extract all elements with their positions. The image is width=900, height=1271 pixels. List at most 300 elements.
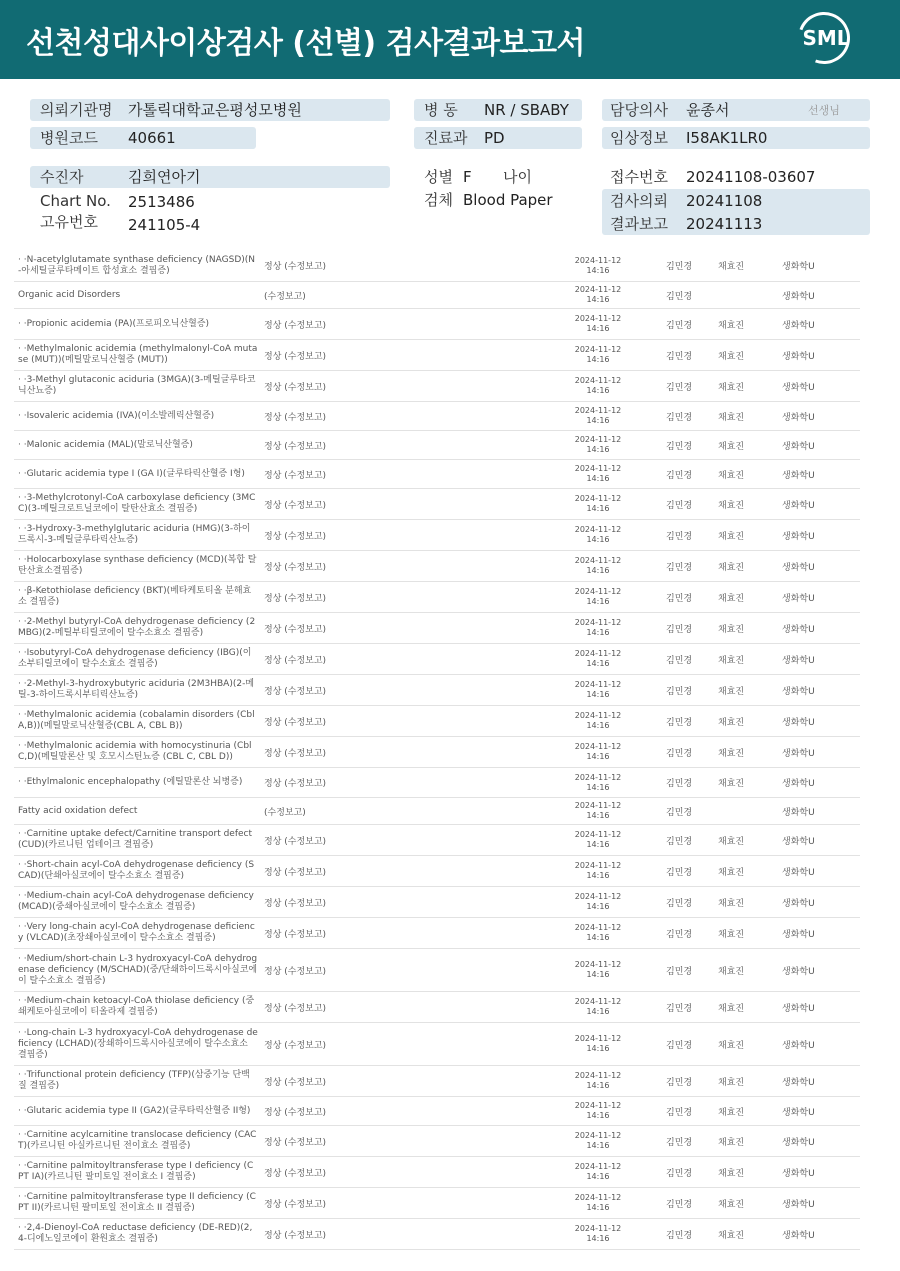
table-row (14, 825, 860, 856)
table-row (14, 1188, 860, 1219)
test-name: · ·Glutaric acidemia type I (GA I)(글루타릭산혈증 I형) (18, 468, 245, 479)
receipt-label: 접수번호 (610, 168, 668, 186)
result: 정상 (수정보고) (264, 470, 327, 481)
verifier-2: 채효진 (718, 624, 745, 635)
department: 생화학U (782, 1137, 815, 1148)
test-name: · ·2,4-Dienoyl-CoA reductase deficiency (DE-RED)(2,4-디에노일코에이 환원효소 결핍증) (18, 1223, 253, 1244)
verifier-1: 김민경 (666, 593, 693, 604)
table-row (14, 371, 860, 402)
result: 정상 (수정보고) (264, 500, 327, 511)
chart-no-value: 2513486 (128, 193, 195, 211)
department: 생화학U (782, 624, 815, 635)
result: 정상 (수정보고) (264, 320, 327, 331)
test-name: · ·Trifunctional protein deficiency (TFP)(삼중기능 단백질 결핍증) (18, 1070, 250, 1091)
sml-logo (798, 12, 854, 68)
result: 정상 (수정보고) (264, 441, 327, 452)
verifier-2: 채효진 (718, 1107, 745, 1118)
department: 생화학U (782, 867, 815, 878)
table-row (14, 340, 860, 371)
verifier-2: 채효진 (718, 470, 745, 481)
report-datetime (570, 949, 626, 991)
report-time: 14:16 (586, 1044, 610, 1053)
report-date: 2024-11-12 (574, 997, 622, 1006)
department: 생화학U (782, 1168, 815, 1179)
test-name: · ·β-Ketothiolase deficiency (BKT)(베타케토티올 분해효소 결핍증) (18, 586, 252, 607)
department: 생화학U (782, 470, 815, 481)
table-row (14, 551, 860, 582)
verifier-2: 채효진 (718, 382, 745, 393)
test-name: · ·Malonic acidemia (MAL)(말로닉산혈증) (18, 439, 193, 450)
verifier-2: 채효진 (718, 412, 745, 423)
verifier-1: 김민경 (666, 779, 693, 789)
report-time: 14:16 (586, 504, 610, 513)
verifier-2: 채효진 (718, 593, 745, 604)
department: 생화학U (782, 441, 815, 452)
test-name: · ·Methylmalonic acidemia (cobalamin disorders (CblA,B))(메틸말로닉산혈증(CBL A, CBL B)) (18, 710, 255, 731)
result: 정상 (수정보고) (264, 624, 327, 635)
report-value: 20241113 (686, 215, 763, 233)
result: 정상 (수정보고) (264, 1168, 327, 1179)
verifier-2: 채효진 (718, 898, 745, 909)
verifier-1: 김민경 (666, 748, 693, 759)
table-row (14, 706, 860, 737)
department: 생화학U (782, 1077, 815, 1088)
report-datetime (570, 1066, 626, 1096)
result: 정상 (수정보고) (264, 966, 327, 977)
report-datetime (570, 1097, 626, 1125)
verifier-1: 김민경 (666, 1040, 693, 1051)
table-row (14, 582, 860, 613)
test-name: · ·3-Hydroxy-3-methylglutaric aciduria (HMG)(3-하이드록시-3-메틸글루타릭산뇨증) (18, 524, 251, 545)
report-time: 14:16 (586, 752, 610, 761)
result: 정상 (수정보고) (264, 262, 327, 272)
test-name: · ·2-Methyl butyryl-CoA dehydrogenase deficiency (2MBG)(2-메틸부티릴코에이 탈수소효소 결핍증) (18, 617, 256, 638)
report-date: 2024-11-12 (574, 464, 622, 473)
report-date: 2024-11-12 (574, 618, 622, 627)
department-label: 진료과 (424, 129, 468, 147)
report-datetime (570, 489, 626, 519)
table-row (14, 1219, 860, 1250)
department: 생화학U (782, 929, 815, 940)
department: 생화학U (782, 779, 815, 789)
report-datetime (570, 737, 626, 767)
test-name: · ·Propionic acidemia (PA)(프로피오닉산혈증) (18, 318, 210, 329)
report-time: 14:16 (586, 1081, 610, 1090)
report-date: 2024-11-12 (574, 285, 622, 294)
test-name: · ·3-Methyl glutaconic aciduria (3MGA)(3-메틸글루타코닉산뇨증) (18, 375, 256, 396)
verifier-2: 채효진 (718, 779, 745, 789)
table-row (14, 613, 860, 644)
verifier-1: 김민경 (666, 807, 693, 818)
verifier-2: 채효진 (718, 1040, 745, 1051)
report-date: 2024-11-12 (574, 376, 622, 385)
patient-bar (30, 166, 390, 188)
report-datetime (570, 825, 626, 855)
test-name: Organic acid Disorders (18, 289, 121, 300)
verifier-1: 김민경 (666, 412, 693, 423)
report-datetime (570, 582, 626, 612)
report-date: 2024-11-12 (574, 923, 622, 932)
report-date: 2024-11-12 (574, 830, 622, 839)
report-date: 2024-11-12 (574, 801, 622, 810)
verifier-1: 김민경 (666, 382, 693, 393)
report-datetime (570, 1188, 626, 1218)
report-datetime (570, 460, 626, 488)
table-row (14, 918, 860, 949)
age-label: 나이 (503, 168, 532, 186)
verifier-2: 채효진 (718, 1168, 745, 1179)
test-name: · ·Medium-chain ketoacyl-CoA thiolase deficiency (중쇄케토아실코에이 티올라제 결핍증) (18, 996, 255, 1017)
report-date: 2024-11-12 (574, 255, 622, 265)
test-name: · ·Carnitine palmitoyltransferase type I deficiency (CPT IA)(카르니틴 팔미토일 전이효소 I 결핍증) (18, 1161, 254, 1182)
department: 생화학U (782, 291, 815, 302)
verifier-1: 김민경 (666, 470, 693, 481)
verifier-2: 채효진 (718, 966, 745, 977)
report-time: 14:16 (586, 933, 610, 942)
logo-text: SML (802, 26, 850, 50)
ward-label: 병 동 (424, 101, 458, 119)
result: (수정보고) (264, 807, 306, 818)
verifier-2: 채효진 (718, 686, 745, 697)
department: 생화학U (782, 412, 815, 423)
report-date: 2024-11-12 (574, 772, 622, 782)
test-name: · ·Holocarboxylase synthase deficiency (MCD)(복합 탈탄산효소결핍증) (18, 555, 257, 576)
verifier-2: 채효진 (718, 351, 745, 362)
table-row (14, 768, 860, 798)
report-time: 14:16 (586, 355, 610, 364)
department: 생화학U (782, 655, 815, 666)
result: 정상 (수정보고) (264, 593, 327, 604)
report-time: 14:16 (586, 566, 610, 575)
department: 생화학U (782, 1199, 815, 1210)
report-datetime (570, 520, 626, 550)
ward-value: NR / SBABY (484, 101, 569, 119)
table-row (14, 460, 860, 489)
report-datetime (570, 282, 626, 308)
report-date: 2024-11-12 (574, 1034, 622, 1043)
table-row (14, 856, 860, 887)
verifier-1: 김민경 (666, 531, 693, 542)
report-time: 14:16 (586, 1234, 610, 1243)
department: 생화학U (782, 898, 815, 909)
hospital-code-label: 병원코드 (40, 129, 98, 147)
verifier-1: 김민경 (666, 1199, 693, 1210)
result: 정상 (수정보고) (264, 1107, 327, 1118)
report-time: 14:16 (586, 871, 610, 880)
result: 정상 (수정보고) (264, 531, 327, 542)
department: 생화학U (782, 593, 815, 604)
report-datetime (570, 250, 626, 281)
verifier-2: 채효진 (718, 441, 745, 452)
report-time: 14:16 (586, 721, 610, 730)
report-time: 14:16 (586, 386, 610, 395)
test-name: · ·Ethylmalonic encephalopathy (에틸말론산 뇌병증) (18, 777, 243, 787)
report-time: 14:16 (586, 690, 610, 699)
test-name: · ·N-acetylglutamate synthase deficiency (NAGSD)(N-아세틸글루타메이트 합성효소 결핍증) (18, 254, 256, 276)
doctor-suffix: 선생님 (808, 104, 840, 117)
report-time: 14:16 (586, 265, 610, 275)
result: 정상 (수정보고) (264, 717, 327, 728)
report-date: 2024-11-12 (574, 1101, 622, 1110)
report-date: 2024-11-12 (574, 1224, 622, 1233)
verifier-2: 채효진 (718, 717, 745, 728)
result: 정상 (수정보고) (264, 867, 327, 878)
sex-label: 성별 (424, 168, 453, 186)
report-time: 14:16 (586, 1007, 610, 1016)
verifier-1: 김민경 (666, 898, 693, 909)
verifier-1: 김민경 (666, 836, 693, 847)
test-name: · ·Glutaric acidemia type II (GA2)(글루타릭산혈증 II형) (18, 1105, 251, 1116)
table-row (14, 949, 860, 992)
report-time: 14:16 (586, 1111, 610, 1120)
verifier-1: 김민경 (666, 1077, 693, 1088)
test-name: · ·2-Methyl-3-hydroxybutyric aciduria (2M3HBA)(2-메틸-3-하이드록시부티릭산뇨증) (18, 679, 255, 700)
report-datetime (570, 431, 626, 459)
test-name: · ·Methylmalonic acidemia (methylmalonyl-CoA mutase (MUT))(메틸말로닉산혈증 (MUT)) (18, 344, 258, 365)
result: 정상 (수정보고) (264, 748, 327, 759)
receipt-value: 20241108-03607 (686, 168, 816, 186)
verifier-1: 김민경 (666, 320, 693, 331)
verifier-1: 김민경 (666, 1168, 693, 1179)
verifier-1: 김민경 (666, 624, 693, 635)
result: 정상 (수정보고) (264, 1077, 327, 1088)
department: 생화학U (782, 807, 815, 818)
report-time: 14:16 (586, 597, 610, 606)
test-name: Fatty acid oxidation defect (18, 805, 138, 816)
test-name: · ·Isovaleric acidemia (IVA)(이소발레릭산혈증) (18, 410, 215, 421)
report-datetime (570, 371, 626, 401)
report-date: 2024-11-12 (574, 861, 622, 870)
result: 정상 (수정보고) (264, 412, 327, 423)
table-row (14, 644, 860, 675)
report-datetime (570, 309, 626, 339)
department-value: PD (484, 129, 505, 147)
verifier-1: 김민경 (666, 1137, 693, 1148)
report-date: 2024-11-12 (574, 587, 622, 596)
report-time: 14:16 (586, 628, 610, 637)
report-date: 2024-11-12 (574, 680, 622, 689)
verifier-2: 채효진 (718, 1077, 745, 1088)
verifier-1: 김민경 (666, 929, 693, 940)
department: 생화학U (782, 1107, 815, 1118)
test-name: · ·Carnitine uptake defect/Carnitine transport defect (CUD)(카르니틴 업테이크 결핍증) (18, 829, 253, 850)
verifier-2: 채효진 (718, 1199, 745, 1210)
report-datetime (570, 1126, 626, 1156)
specimen-label: 검체 (424, 191, 453, 209)
patient-label: 수진자 (40, 168, 84, 186)
department: 생화학U (782, 966, 815, 977)
report-time: 14:16 (586, 659, 610, 668)
test-name: · ·Carnitine acylcarnitine translocase deficiency (CACT)(카르니틴 아실카르니틴 전이효소 결핍증) (18, 1130, 257, 1151)
result: 정상 (수정보고) (264, 562, 327, 573)
table-row (14, 992, 860, 1023)
report-time: 14:16 (586, 811, 610, 820)
report-datetime (570, 887, 626, 917)
verifier-1: 김민경 (666, 655, 693, 666)
verifier-1: 김민경 (666, 717, 693, 728)
report-title: 선천성대사이상검사 (선별) 검사결과보고서 (26, 26, 585, 61)
report-time: 14:16 (586, 445, 610, 454)
department: 생화학U (782, 562, 815, 573)
doctor-value: 윤종서 (686, 101, 730, 119)
table-row (14, 489, 860, 520)
table-row (14, 520, 860, 551)
verifier-1: 김민경 (666, 262, 693, 272)
report-date: 2024-11-12 (574, 742, 622, 751)
report-datetime (570, 1023, 626, 1065)
department: 생화학U (782, 1040, 815, 1051)
table-row (14, 1066, 860, 1097)
report-datetime (570, 340, 626, 370)
report-date: 2024-11-12 (574, 1193, 622, 1202)
result: 정상 (수정보고) (264, 1003, 327, 1014)
patient-value: 김희연아기 (128, 168, 201, 186)
verifier-2: 채효진 (718, 320, 745, 331)
verifier-1: 김민경 (666, 291, 693, 302)
unique-no-value: 241105-4 (128, 216, 201, 234)
report-datetime (570, 856, 626, 886)
report-time: 14:16 (586, 1141, 610, 1150)
department: 생화학U (782, 1003, 815, 1014)
table-row (14, 798, 860, 825)
department: 생화학U (782, 531, 815, 542)
report-date: 2024-11-12 (574, 711, 622, 720)
verifier-1: 김민경 (666, 1003, 693, 1014)
test-name: · ·Very long-chain acyl-CoA dehydrogenase deficiency (VLCAD)(초장쇄아실코에이 탈수소효소 결핍증) (18, 922, 255, 943)
verifier-2: 채효진 (718, 655, 745, 666)
test-name: · ·Carnitine palmitoyltransferase type II deficiency (CPT II)(카르니틴 팔미토일 전이효소 II 결핍증) (18, 1192, 256, 1213)
verifier-2: 채효진 (718, 1003, 745, 1014)
department: 생화학U (782, 748, 815, 759)
report-date: 2024-11-12 (574, 649, 622, 658)
test-name: · ·Methylmalonic acidemia with homocystinuria (CblC,D)(메틸말론산 및 호모시스틴뇨증 (CBL C, CBL D)) (18, 741, 252, 762)
result: 정상 (수정보고) (264, 1040, 327, 1051)
verifier-1: 김민경 (666, 441, 693, 452)
request-value: 20241108 (686, 192, 763, 210)
department: 생화학U (782, 262, 815, 272)
report-time: 14:16 (586, 416, 610, 425)
department: 생화학U (782, 351, 815, 362)
report-time: 14:16 (586, 1172, 610, 1181)
report-date: 2024-11-12 (574, 960, 622, 969)
report-date: 2024-11-12 (574, 494, 622, 503)
sex-value: F (463, 168, 472, 186)
report-datetime (570, 918, 626, 948)
table-row (14, 250, 860, 282)
table-row (14, 887, 860, 918)
report-date: 2024-11-12 (574, 556, 622, 565)
clinical-value: I58AK1LR0 (686, 129, 768, 147)
result: 정상 (수정보고) (264, 1230, 327, 1241)
report-time: 14:16 (586, 970, 610, 979)
report-datetime (570, 644, 626, 674)
verifier-1: 김민경 (666, 500, 693, 511)
table-row (14, 1023, 860, 1066)
chart-no-label: Chart No. (40, 192, 111, 210)
report-date: 2024-11-12 (574, 892, 622, 901)
table-row (14, 1157, 860, 1188)
request-label: 검사의뢰 (610, 192, 668, 210)
table-row (14, 309, 860, 340)
verifier-2: 채효진 (718, 836, 745, 847)
result: 정상 (수정보고) (264, 382, 327, 393)
verifier-2: 채효진 (718, 562, 745, 573)
report-date: 2024-11-12 (574, 345, 622, 354)
report-datetime (570, 402, 626, 430)
report-date: 2024-11-12 (574, 314, 622, 323)
verifier-1: 김민경 (666, 1230, 693, 1241)
report-datetime (570, 798, 626, 824)
report-datetime (570, 551, 626, 581)
report-datetime (570, 1219, 626, 1249)
result: 정상 (수정보고) (264, 929, 327, 940)
table-row (14, 282, 860, 309)
report-time: 14:16 (586, 474, 610, 483)
report-time: 14:16 (586, 324, 610, 333)
result: 정상 (수정보고) (264, 1137, 327, 1148)
report-time: 14:16 (586, 840, 610, 849)
result: 정상 (수정보고) (264, 836, 327, 847)
verifier-2: 채효진 (718, 531, 745, 542)
result: 정상 (수정보고) (264, 686, 327, 697)
verifier-2: 채효진 (718, 1230, 745, 1241)
verifier-2: 채효진 (718, 1137, 745, 1148)
verifier-2: 채효진 (718, 748, 745, 759)
verifier-2: 채효진 (718, 262, 745, 272)
report-datetime (570, 613, 626, 643)
department: 생화학U (782, 836, 815, 847)
results-table (14, 250, 860, 1250)
test-name: · ·Medium/short-chain L-3 hydroxyacyl-CoA dehydrogenase deficiency (M/SCHAD)(중/단쇄하이드록시아실코에이 탈수소효소 결핍증) (18, 953, 258, 986)
report-datetime (570, 675, 626, 705)
institution-value: 가톨릭대학교은평성모병원 (128, 101, 302, 119)
report-time: 14:16 (586, 1203, 610, 1212)
report-datetime (570, 706, 626, 736)
report-date: 2024-11-12 (574, 525, 622, 534)
report-datetime (570, 992, 626, 1022)
report-label: 결과보고 (610, 215, 668, 233)
report-time: 14:16 (586, 535, 610, 544)
report-date: 2024-11-12 (574, 1131, 622, 1140)
verifier-1: 김민경 (666, 966, 693, 977)
department: 생화학U (782, 320, 815, 331)
result: 정상 (수정보고) (264, 898, 327, 909)
table-row (14, 675, 860, 706)
table-row (14, 737, 860, 768)
test-name: · ·Isobutyryl-CoA dehydrogenase deficiency (IBG)(이소부티릴코에이 탈수소효소 결핍증) (18, 648, 252, 669)
specimen-value: Blood Paper (463, 191, 553, 209)
verifier-1: 김민경 (666, 686, 693, 697)
table-row (14, 1126, 860, 1157)
verifier-2: 채효진 (718, 929, 745, 940)
result: 정상 (수정보고) (264, 1199, 327, 1210)
report-datetime (570, 1157, 626, 1187)
result: 정상 (수정보고) (264, 779, 327, 789)
report-time: 14:16 (586, 295, 610, 304)
report-date: 2024-11-12 (574, 435, 622, 444)
table-row (14, 1097, 860, 1126)
table-row (14, 431, 860, 460)
test-name: · ·Long-chain L-3 hydroxyacyl-CoA dehydrogenase deficiency (LCHAD)(장쇄하이드록시아실코에이 탈수소효소 결핍증) (18, 1027, 258, 1060)
verifier-1: 김민경 (666, 1107, 693, 1118)
department: 생화학U (782, 382, 815, 393)
unique-no-label: 고유번호 (40, 213, 98, 231)
institution-label: 의뢰기관명 (40, 101, 113, 119)
test-name: · ·Short-chain acyl-CoA dehydrogenase deficiency (SCAD)(단쇄아실코에이 탈수소효소 결핍증) (18, 860, 255, 881)
test-name: · ·3-Methylcrotonyl-CoA carboxylase deficiency (3MCC)(3-메틸크로트닐코에이 탈탄산효소 결핍증) (18, 493, 256, 514)
report-time: 14:16 (586, 782, 610, 792)
table-row (14, 402, 860, 431)
